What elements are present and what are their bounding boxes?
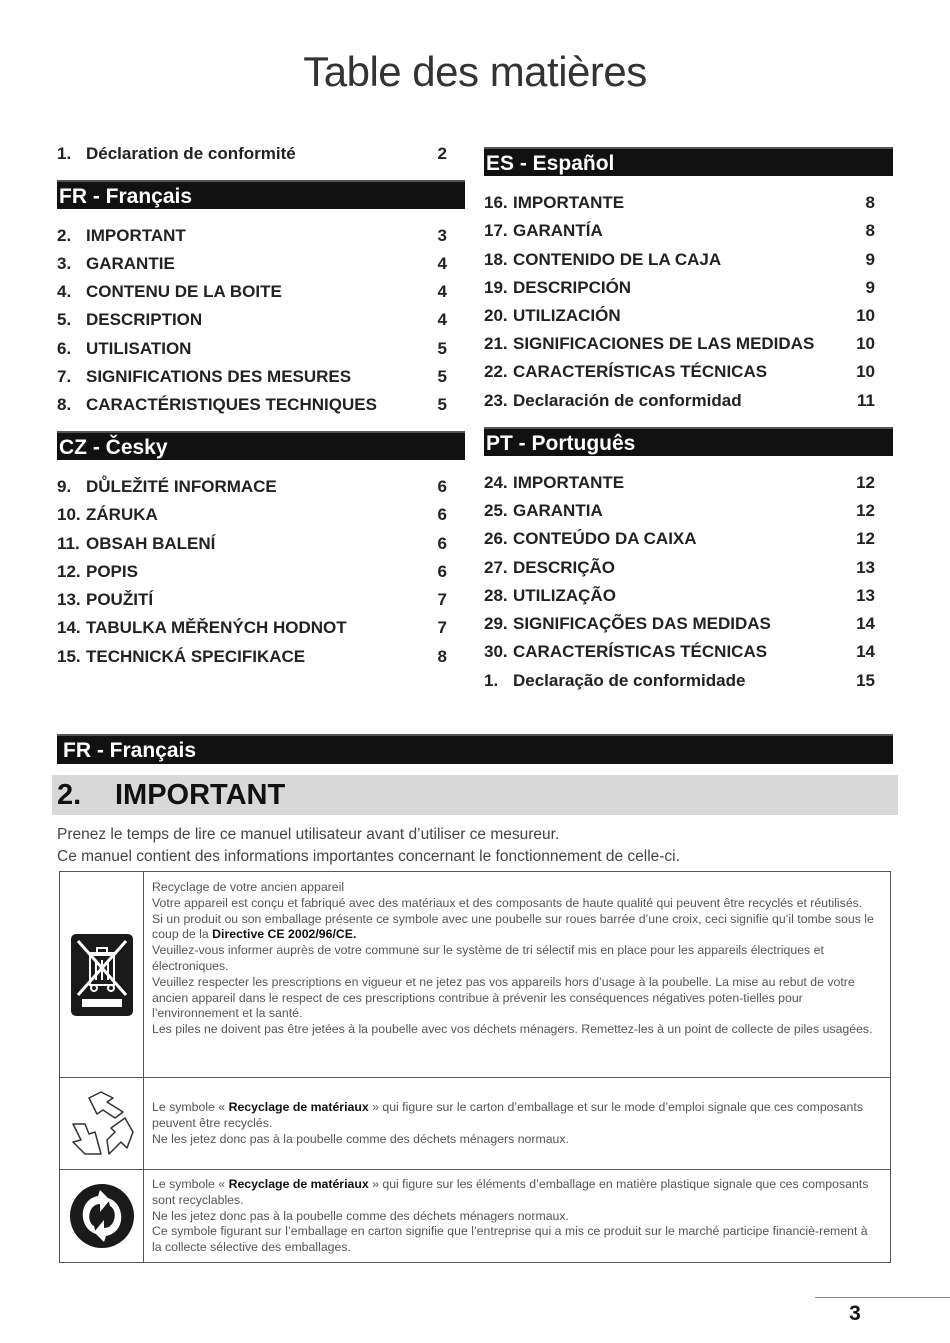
toc-entry-page: 7 (437, 590, 447, 609)
info-paragraph: Votre appareil est conçu et fabriqué avec des matériaux et des composants de haute qualité qui peuvent être recyclés et réutilisés. (152, 895, 863, 910)
toc-entry-page: 4 (437, 254, 447, 273)
toc-entry-label: IMPORTANT (86, 226, 186, 245)
toc-entry[interactable] (484, 360, 893, 384)
toc-entry-page: 10 (856, 334, 875, 353)
toc-entry-number: 1. (484, 671, 499, 690)
toc-entry-number: 19. (484, 278, 508, 297)
toc-entry-page: 3 (437, 226, 447, 245)
info-paragraph (152, 912, 880, 944)
section-header-cz: CZ - Česky (57, 431, 465, 460)
info-paragraph (152, 1100, 880, 1132)
toc-entry-label: CONTENIDO DE LA CAJA (513, 250, 722, 269)
toc-entry-label: CARACTERÍSTICAS TÉCNICAS (513, 642, 768, 661)
toc-entry-number: 24. (484, 473, 508, 492)
toc-entry-label: DŮLEŽITÉ INFORMACE (86, 477, 277, 496)
language-header: FR - Français (57, 734, 893, 764)
toc-entry[interactable] (484, 191, 893, 215)
toc-entry-number: 20. (484, 306, 508, 325)
toc-entry-label: SIGNIFICACIONES DE LAS MEDIDAS (513, 334, 815, 353)
toc-entry-number: 10. (57, 505, 81, 524)
toc-entry-number: 12. (57, 562, 81, 581)
toc-entry[interactable] (484, 669, 893, 693)
chapter-title: IMPORTANT (115, 779, 286, 811)
info-paragraph: Les piles ne doivent pas être jetées à la poubelle avec vos déchets ménagers. Remettez-les à un point de collecte de piles usagées. (152, 1022, 873, 1037)
toc-entry-page: 10 (856, 362, 875, 381)
toc-entry-page: 8 (865, 193, 875, 212)
toc-entry-label: SIGNIFICATIONS DES MESURES (86, 367, 352, 386)
table-row (60, 1078, 890, 1170)
info-paragraph (152, 1177, 880, 1209)
toc-entry[interactable] (57, 365, 465, 389)
toc-entry-label: POPIS (86, 562, 138, 581)
toc-entry[interactable] (484, 304, 893, 328)
toc-entry-page: 4 (437, 310, 447, 329)
toc-entry[interactable] (57, 616, 465, 640)
toc-entry-page: 13 (856, 586, 875, 605)
section-header-pt: PT - Português (484, 427, 893, 456)
toc-entry-number: 11. (57, 534, 80, 553)
toc-entry[interactable] (57, 560, 465, 584)
toc-entry-label: TECHNICKÁ SPECIFIKACE (86, 647, 306, 666)
toc-entry-page: 2 (437, 144, 447, 163)
toc-entry-page: 14 (856, 614, 875, 633)
intro-paragraph (57, 824, 897, 868)
directive-reference: Directive CE 2002/96/CE. (212, 927, 357, 942)
toc-entry[interactable] (57, 532, 465, 556)
toc-entry-page: 8 (437, 647, 447, 666)
footer-divider (815, 1297, 950, 1298)
toc-entry[interactable] (484, 248, 893, 272)
recycling-arrows-icon (60, 1078, 144, 1169)
toc-entry[interactable] (484, 556, 893, 580)
toc-entry[interactable] (57, 645, 465, 669)
toc-entry[interactable] (57, 308, 465, 332)
toc-entry[interactable] (484, 389, 893, 413)
info-paragraph: Recyclage de votre ancien appareil (152, 880, 345, 894)
crossed-bin-icon (60, 872, 144, 1077)
info-paragraph: Ne les jetez donc pas à la poubelle comme des déchets ménagers normaux. (152, 1208, 569, 1223)
toc-entry-label: IMPORTANTE (513, 473, 625, 492)
toc-entry[interactable] (484, 499, 893, 523)
toc-entry-number: 25. (484, 501, 508, 520)
toc-entry-number: 15. (57, 647, 81, 666)
toc-entry-number: 27. (484, 558, 508, 577)
toc-entry-number: 2. (57, 226, 72, 245)
info-paragraph: Ce symbole figurant sur l’emballage en carton signifie que l’entreprise qui a mis ce produit sur le marché participe financiè-rement à la collecte sélective des emballages. (152, 1224, 868, 1255)
info-text-run: » qui figure sur le carton d’emballage et sur le mode d’emploi signale que ces composants peuvent être recyclés. (152, 1100, 863, 1130)
toc-entry-number: 5. (57, 310, 72, 329)
toc-entry[interactable] (57, 393, 465, 417)
intro-line: Ce manuel contient des informations importantes concernant le fonctionnement de celle-ci. (57, 848, 680, 865)
toc-entry[interactable] (57, 588, 465, 612)
info-text-run: » qui figure sur les éléments d’emballage en matière plastique signale que ces composants sont recyclables. (152, 1177, 869, 1207)
toc-entry-number: 3. (57, 254, 72, 273)
chapter-number: 2. (57, 779, 82, 811)
toc-entry[interactable] (57, 337, 465, 361)
info-paragraph: Veuillez-vous informer auprès de votre commune sur le système de tri sélectif mis en place pour les appareils électriques et électroniques. (152, 943, 824, 973)
info-bold-term: Recyclage de matériaux (228, 1100, 369, 1114)
info-text-run: Si un produit ou son emballage présente ce symbole avec une poubelle sur roues barrée d’une croix, ceci signifie qu’il tombe sous le coup de la (152, 911, 874, 942)
toc-entry-label: CARACTÉRISTIQUES TECHNIQUES (86, 395, 377, 414)
toc-entry[interactable] (484, 219, 893, 243)
recycling-info-table (59, 871, 891, 1263)
table-row (60, 872, 890, 1078)
toc-entry-number: 28. (484, 586, 508, 605)
toc-entry[interactable] (484, 612, 893, 636)
toc-entry-label: CONTEÚDO DA CAIXA (513, 529, 697, 548)
toc-entry-label: POUŽITÍ (86, 590, 154, 609)
toc-entry-page: 12 (856, 501, 875, 520)
toc-entry-number: 1. (57, 144, 72, 163)
toc-entry-number: 9. (57, 477, 72, 496)
toc-entry-number: 29. (484, 614, 508, 633)
toc-entry-number: 6. (57, 339, 72, 358)
toc-entry-label: TABULKA MĚŘENÝCH HODNOT (86, 618, 347, 637)
green-dot-icon (60, 1170, 144, 1262)
toc-entry[interactable] (57, 252, 465, 276)
toc-entry-number: 23. (484, 391, 508, 410)
toc-entry-number: 14. (57, 618, 81, 637)
toc-entry-label: ZÁRUKA (86, 505, 158, 524)
info-text (144, 1078, 890, 1169)
toc-entry-page: 4 (437, 282, 447, 301)
toc-entry-number: 22. (484, 362, 508, 381)
toc-entry-number: 13. (57, 590, 81, 609)
toc-entry-label: GARANTIE (86, 254, 175, 273)
toc-entry-page: 15 (856, 671, 875, 690)
toc-entry-label: UTILIZAÇÃO (513, 586, 616, 605)
info-paragraph: Veuillez respecter les prescriptions en vigueur et ne jetez pas vos appareils hors d’usage à la poubelle. La mise au rebut de votre ancien appareil dans le respect de ces prescriptions contribue à prévenir les conséquences négatives poten-tielles pour l’environnement et la santé. (152, 974, 855, 1021)
info-paragraph: Ne les jetez donc pas à la poubelle comme des déchets ménagers normaux. (152, 1131, 569, 1146)
toc-entry-page: 6 (437, 562, 447, 581)
toc-entry-label: Déclaration de conformité (86, 144, 296, 163)
toc-entry-label: DESCRIPTION (86, 310, 203, 329)
toc-entry-page: 6 (437, 534, 447, 553)
info-text (144, 872, 890, 1077)
toc-entry-number: 8. (57, 395, 72, 414)
toc-entry-number: 26. (484, 529, 508, 548)
toc-entry-label: DESCRIPCIÓN (513, 278, 632, 297)
toc-entry-page: 9 (865, 250, 875, 269)
info-text (144, 1170, 890, 1262)
toc-entry-page: 7 (437, 618, 447, 637)
toc-entry[interactable] (484, 584, 893, 608)
toc-entry-page: 5 (437, 367, 447, 386)
toc-entry-number: 30. (484, 642, 508, 661)
toc-entry-page: 12 (856, 473, 875, 492)
toc-entry[interactable] (484, 640, 893, 664)
toc-entry[interactable] (57, 475, 465, 499)
page-number: 3 (849, 1302, 861, 1325)
toc-entry-page: 14 (856, 642, 875, 661)
toc-entry-label: CONTENU DE LA BOITE (86, 282, 282, 301)
toc-entry-label: IMPORTANTE (513, 193, 625, 212)
toc-entry-page: 8 (865, 221, 875, 240)
table-row (60, 1170, 890, 1262)
toc-entry-label: CARACTERÍSTICAS TÉCNICAS (513, 362, 768, 381)
toc-entry[interactable] (484, 527, 893, 551)
toc-entry-page: 13 (856, 558, 875, 577)
toc-entry-label: Declaración de conformidad (513, 391, 742, 410)
toc-entry-label: Declaração de conformidade (513, 671, 746, 690)
toc-entry[interactable] (484, 332, 893, 356)
toc-entry-number: 18. (484, 250, 508, 269)
toc-entry[interactable] (484, 471, 893, 495)
chapter-heading (52, 775, 898, 815)
toc-entry-label: GARANTIA (513, 501, 603, 520)
toc-entry-page: 10 (856, 306, 875, 325)
toc-entry-page: 12 (856, 529, 875, 548)
section-header-es: ES - Español (484, 147, 893, 176)
toc-entry-label: UTILISATION (86, 339, 192, 358)
toc-entry-number: 21. (484, 334, 508, 353)
toc-entry-number: 7. (57, 367, 72, 386)
toc-entry[interactable] (57, 280, 465, 304)
info-bold-term: Recyclage de matériaux (228, 1177, 369, 1191)
toc-entry-page: 5 (437, 339, 447, 358)
toc-entry-label: OBSAH BALENÍ (86, 534, 216, 553)
info-text-run: Le symbole « (152, 1100, 229, 1114)
toc-entry-label: GARANTÍA (513, 221, 603, 240)
toc-entry-label: DESCRIÇÃO (513, 558, 616, 577)
toc-entry-label: UTILIZACIÓN (513, 306, 621, 325)
info-text-run: Le symbole « (152, 1177, 229, 1191)
page-title: Table des matières (303, 48, 647, 95)
toc-entry-page: 6 (437, 505, 447, 524)
intro-line: Prenez le temps de lire ce manuel utilisateur avant d’utiliser ce mesureur. (57, 826, 560, 843)
toc-entry-page: 5 (437, 395, 447, 414)
toc-entry[interactable] (57, 503, 465, 527)
toc-entry-page: 6 (437, 477, 447, 496)
toc-entry-number: 16. (484, 193, 508, 212)
toc-entry-label: SIGNIFICAÇÕES DAS MEDIDAS (513, 614, 771, 633)
toc-entry[interactable] (57, 224, 465, 248)
section-header-fr: FR - Français (57, 180, 465, 209)
toc-entry-page: 9 (865, 278, 875, 297)
toc-entry-page: 11 (857, 391, 875, 410)
toc-entry-number: 17. (484, 221, 508, 240)
toc-entry-number: 4. (57, 282, 72, 301)
toc-entry[interactable] (484, 276, 893, 300)
toc-entry[interactable] (57, 142, 465, 166)
